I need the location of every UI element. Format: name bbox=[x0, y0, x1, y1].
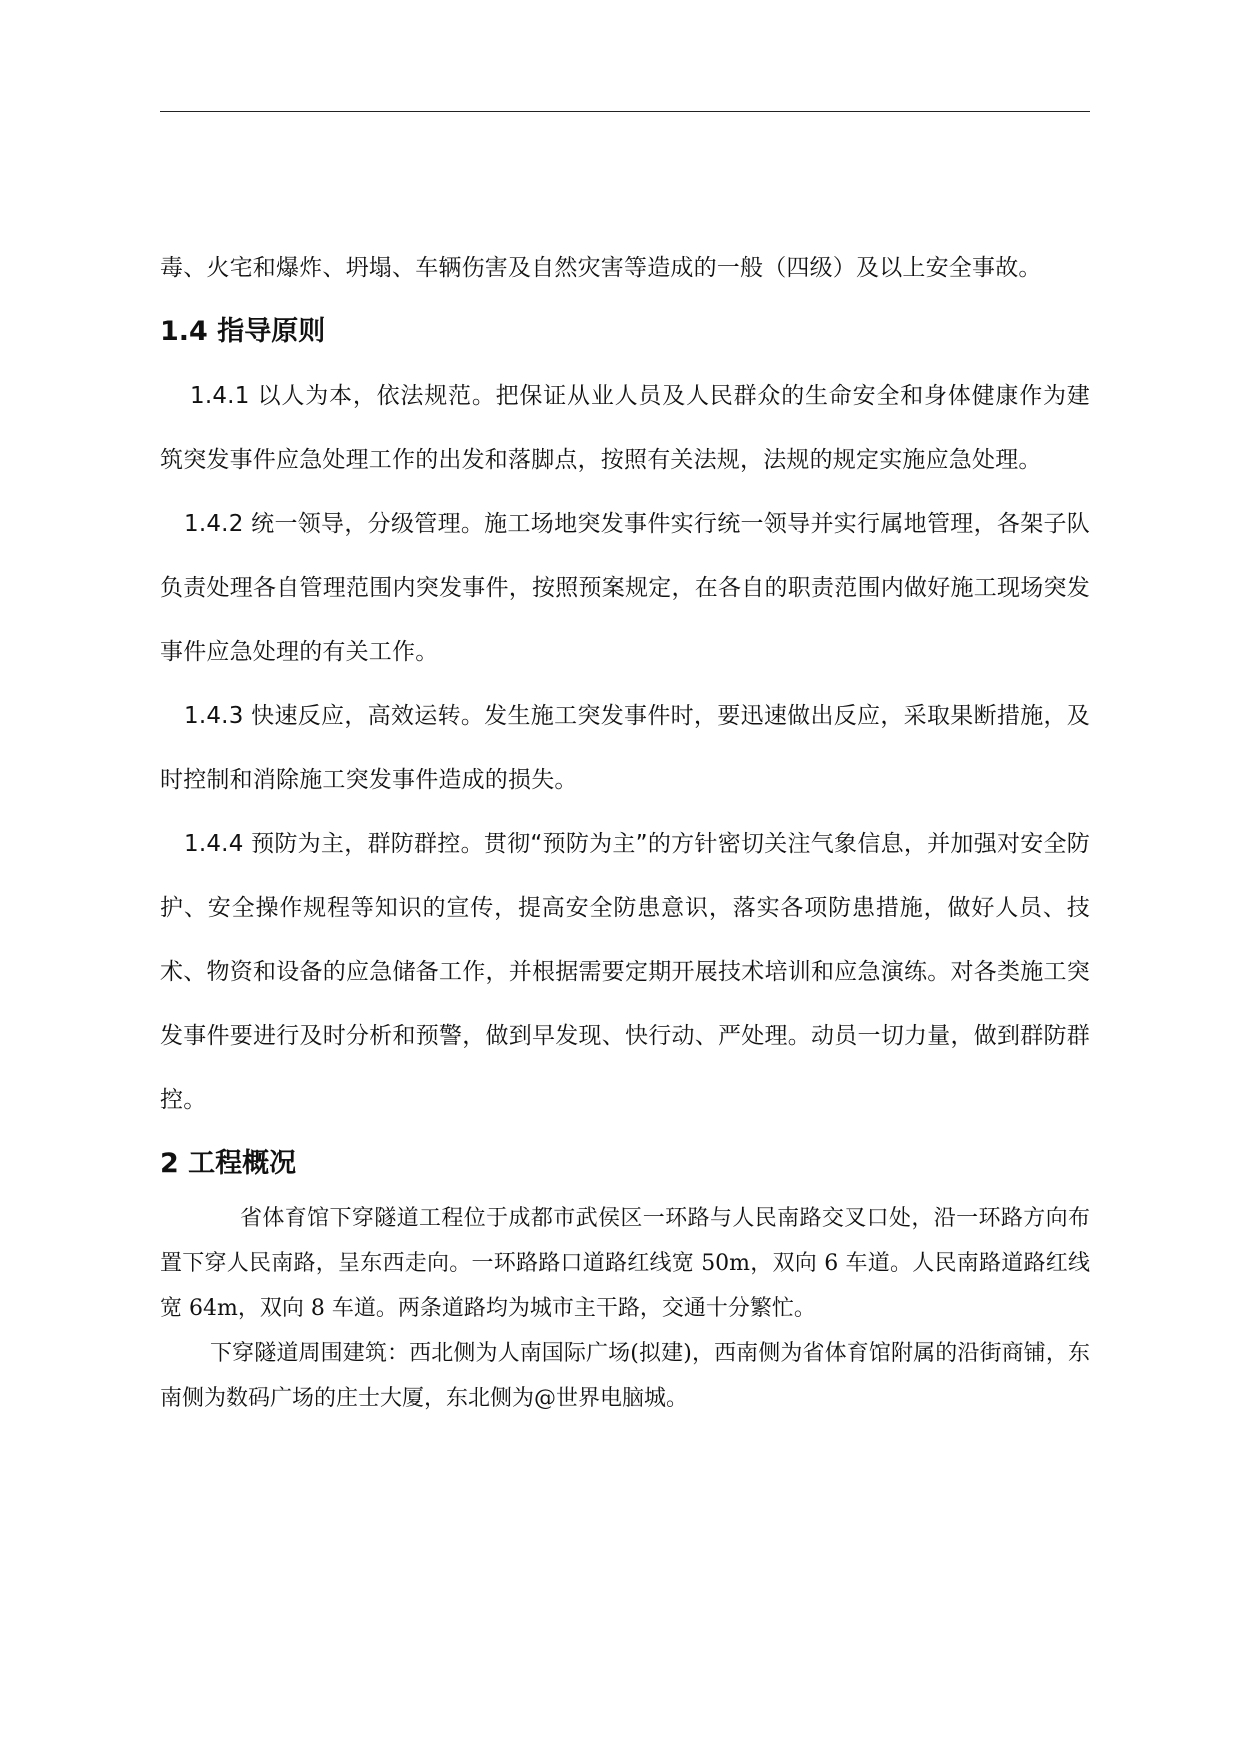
page-content bbox=[160, 236, 1090, 1421]
project-overview-paragraph: 省体育馆下穿隧道工程位于成都市武侯区一环路与人民南路交叉口处，沿一环路方向布置下穿人民南路，呈东西走向。一环路路口道路红线宽 50m，双向 6 车道。人民南路道路红线宽 64m，双向 8 车道。两条道路均为城市主干路，交通十分繁忙。 bbox=[160, 1206, 1090, 1321]
header-rule bbox=[160, 111, 1090, 112]
principle-1-4-1: 1.4.1 以人为本，依法规范。把保证从业人员及人民群众的生命安全和身体健康作为建筑突发事件应急处理工作的出发和落脚点，按照有关法规，法规的规定实施应急处理。 bbox=[160, 383, 1090, 473]
principle-1-4-2: 1.4.2 统一领导，分级管理。施工场地突发事件实行统一领导并实行属地管理，各架子队负责处理各自管理范围内突发事件，按照预案规定，在各自的职责范围内做好施工现场突发事件应急处理的有关工作。 bbox=[160, 511, 1090, 665]
principle-1-4-3: 1.4.3 快速反应，高效运转。发生施工突发事件时，要迅速做出反应，采取果断措施，及时控制和消除施工突发事件造成的损失。 bbox=[160, 703, 1090, 793]
continuation-paragraph: 毒、火宅和爆炸、坍塌、车辆伤害及自然灾害等造成的一般（四级）及以上安全事故。 bbox=[160, 255, 1042, 281]
section-heading-1-4: 1.4 指导原则 bbox=[160, 316, 326, 347]
principle-1-4-4: 1.4.4 预防为主，群防群控。贯彻“预防为主”的方针密切关注气象信息，并加强对安全防护、安全操作规程等知识的宣传，提高安全防患意识，落实各项防患措施，做好人员、技术、物资和设备的应急储备工作，并根据需要定期开展技术培训和应急演练。对各类施工突发事件要进行及时分析和预警，做到早发现、快行动、严处理。动员一切力量，做到群防群控。 bbox=[160, 831, 1090, 1113]
section-heading-2: 2 工程概况 bbox=[160, 1148, 297, 1179]
surrounding-buildings-paragraph: 下穿隧道周围建筑：西北侧为人南国际广场(拟建)，西南侧为省体育馆附属的沿街商铺，东南侧为数码广场的庄士大厦，东北侧为@世界电脑城。 bbox=[160, 1341, 1090, 1411]
